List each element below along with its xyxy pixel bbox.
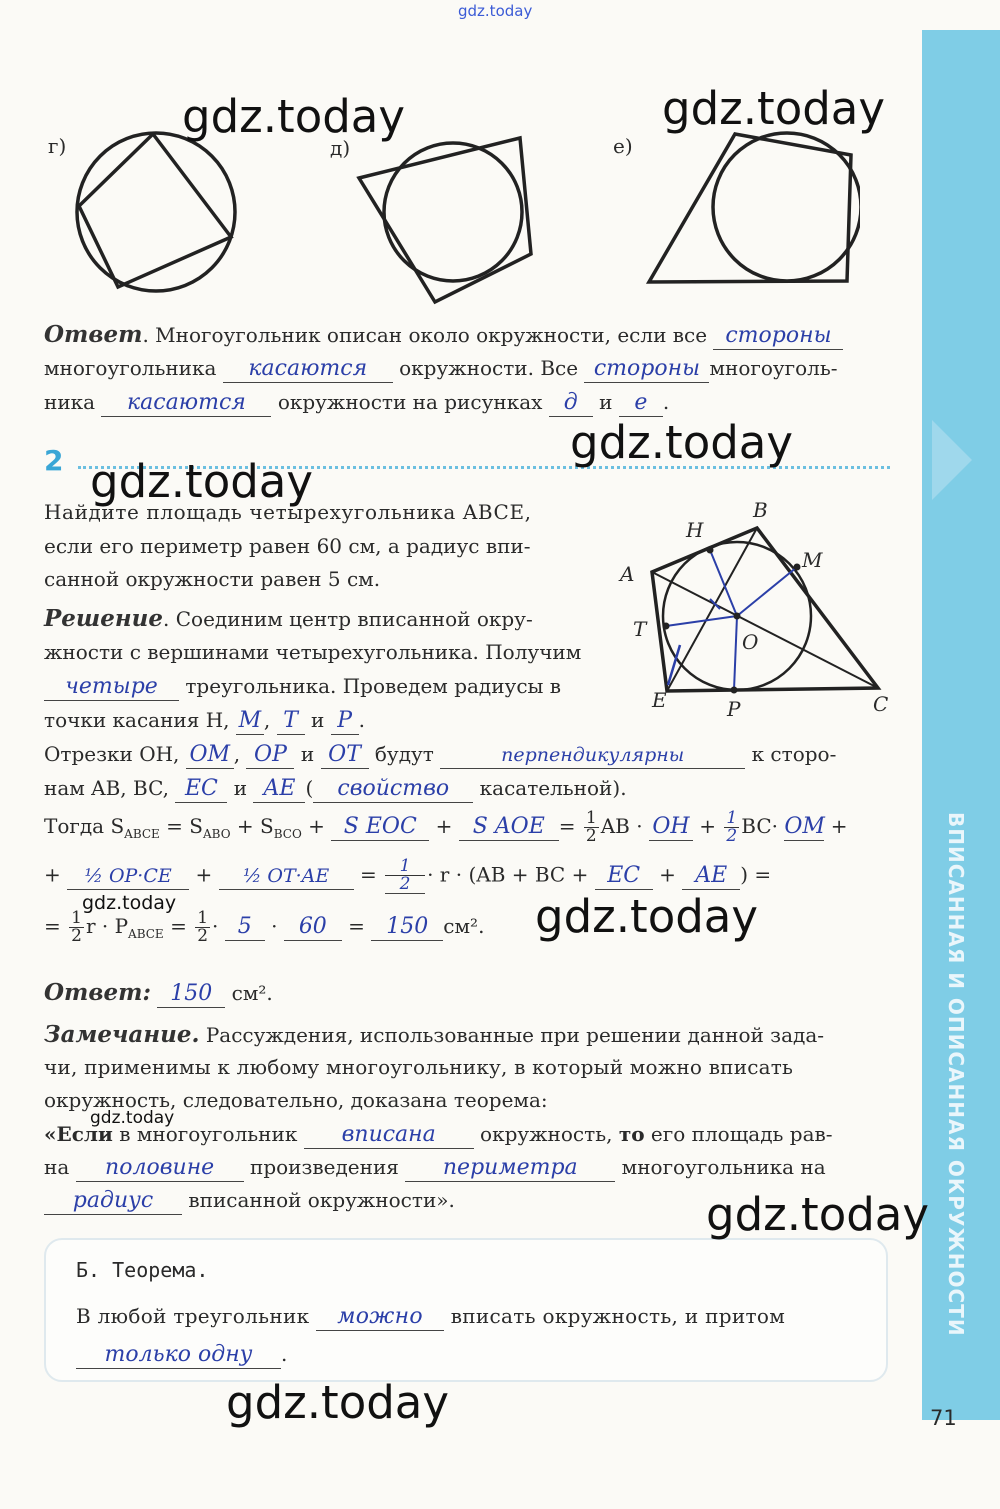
answer1-fill-touch2: касаются bbox=[101, 390, 271, 417]
label-O: O bbox=[742, 630, 759, 654]
task2-line2: если его периметр равен 60 см, а радиус впи- bbox=[44, 534, 531, 558]
watermark: gdz.today bbox=[662, 82, 886, 135]
label-C: C bbox=[873, 692, 889, 716]
task2-line3: санной окружности равен 5 см. bbox=[44, 567, 381, 591]
answer1-fill-touch: касаются bbox=[223, 356, 393, 383]
theorem-line2: только одну . bbox=[76, 1338, 287, 1371]
solution-formula3: = $\frac{1}{2}$ $r \cdot P_{ABCE}$ = $\frac{1}{2}$ · 5 · 60 = 150 см². bbox=[44, 908, 485, 946]
task-number: 2 bbox=[44, 444, 64, 477]
remark-line4: «Если в многоугольник вписана окружность, то его площадь рав- bbox=[44, 1122, 833, 1147]
side-tab-title: ВПИСАННАЯ И ОПИСАННАЯ ОКРУЖНОСТИ bbox=[944, 812, 968, 1337]
watermark: gdz.today bbox=[535, 890, 759, 943]
label-E: E bbox=[652, 688, 667, 712]
answer1-line1: Ответ. Многоугольник описан около окружности, если все стороны bbox=[44, 318, 843, 352]
label-T: T bbox=[633, 617, 647, 641]
solution-line2: жности с вершинами четырехугольника. Получим bbox=[44, 640, 582, 664]
remark-line6: радиус вписанной окружности». bbox=[44, 1184, 455, 1217]
figure-label-g: г) bbox=[48, 134, 67, 158]
theorem-title: Б. Теорема. bbox=[76, 1258, 209, 1282]
watermark: gdz.today bbox=[90, 1108, 175, 1128]
solution-line1: Решение. Соединим центр вписанной окру- bbox=[44, 605, 533, 632]
side-tab-arrow bbox=[922, 400, 982, 520]
solution-line5: Отрезки OH, OM , OP и OT будут перпендикулярны к сторо- bbox=[44, 742, 837, 767]
answer1-fill-fig2: е bbox=[619, 390, 663, 417]
answer1-fill-sides: стороны bbox=[713, 323, 843, 350]
header-watermark: gdz.today bbox=[458, 2, 533, 20]
remark-line1: Замечание. Рассуждения, использованные при решении данной зада- bbox=[44, 1021, 825, 1048]
figure-g-inscribed-quadrilateral bbox=[70, 130, 245, 300]
page-number: 71 bbox=[930, 1406, 957, 1430]
watermark: gdz.today bbox=[90, 455, 314, 508]
label-M: M bbox=[802, 548, 823, 572]
theorem-line1: В любой треугольник можно вписать окружность, и притом bbox=[76, 1304, 786, 1329]
answer1-fill-fig1: д bbox=[549, 390, 593, 417]
figure-d-circumscribed-quadrilateral bbox=[355, 128, 535, 308]
solution-line3: четыре треугольника. Проведем радиусы в bbox=[44, 670, 561, 703]
figure-e-circumscribed-quadrilateral bbox=[640, 128, 860, 288]
answer1-fill-sides2: стороны bbox=[584, 356, 709, 383]
figure-label-e: е) bbox=[613, 134, 633, 158]
solution-line4: точки касания H, M , T и P . bbox=[44, 708, 365, 733]
label-P: P bbox=[727, 697, 741, 721]
label-H: H bbox=[686, 518, 704, 542]
answer1-line3: ника касаются окружности на рисунках д и е . bbox=[44, 390, 670, 415]
label-B: B bbox=[753, 498, 768, 522]
figure-label-d: д) bbox=[330, 136, 351, 160]
task2-line1: Найдите площадь четырехугольника ABCE, bbox=[44, 500, 532, 524]
watermark: gdz.today bbox=[182, 90, 406, 143]
label-A: A bbox=[620, 562, 635, 586]
remark-line5: на половине произведения периметра многоугольника на bbox=[44, 1155, 826, 1180]
answer1-line2: многоугольника касаются окружности. Все стороны многоуголь- bbox=[44, 356, 838, 381]
remark-line3: окружность, следовательно, доказана теорема: bbox=[44, 1088, 548, 1112]
watermark: gdz.today bbox=[82, 892, 177, 914]
solution-formula1: Тогда $S_{ABCE} = S_{ABO} + S_{BCO} + S$ EOC + S AOE = $\frac{1}{2}$ AB · OH + $\frac{1}{2}$ BC· OM + bbox=[44, 808, 848, 846]
solution-line6: нам AB, BC, EC и AE ( свойство касательной). bbox=[44, 776, 627, 801]
watermark: gdz.today bbox=[226, 1376, 450, 1429]
remark-line2: чи, применимы к любому многоугольнику, в который можно вписать bbox=[44, 1055, 794, 1079]
watermark: gdz.today bbox=[706, 1188, 930, 1241]
solution-answer: Ответ: 150 см². bbox=[44, 979, 273, 1006]
watermark: gdz.today bbox=[570, 416, 794, 469]
solution-formula2: + ½ OP·CE + ½ OT·AE = $\frac{1}{2}$ · r · (AB + BC + EC + AE ) = bbox=[44, 856, 772, 894]
